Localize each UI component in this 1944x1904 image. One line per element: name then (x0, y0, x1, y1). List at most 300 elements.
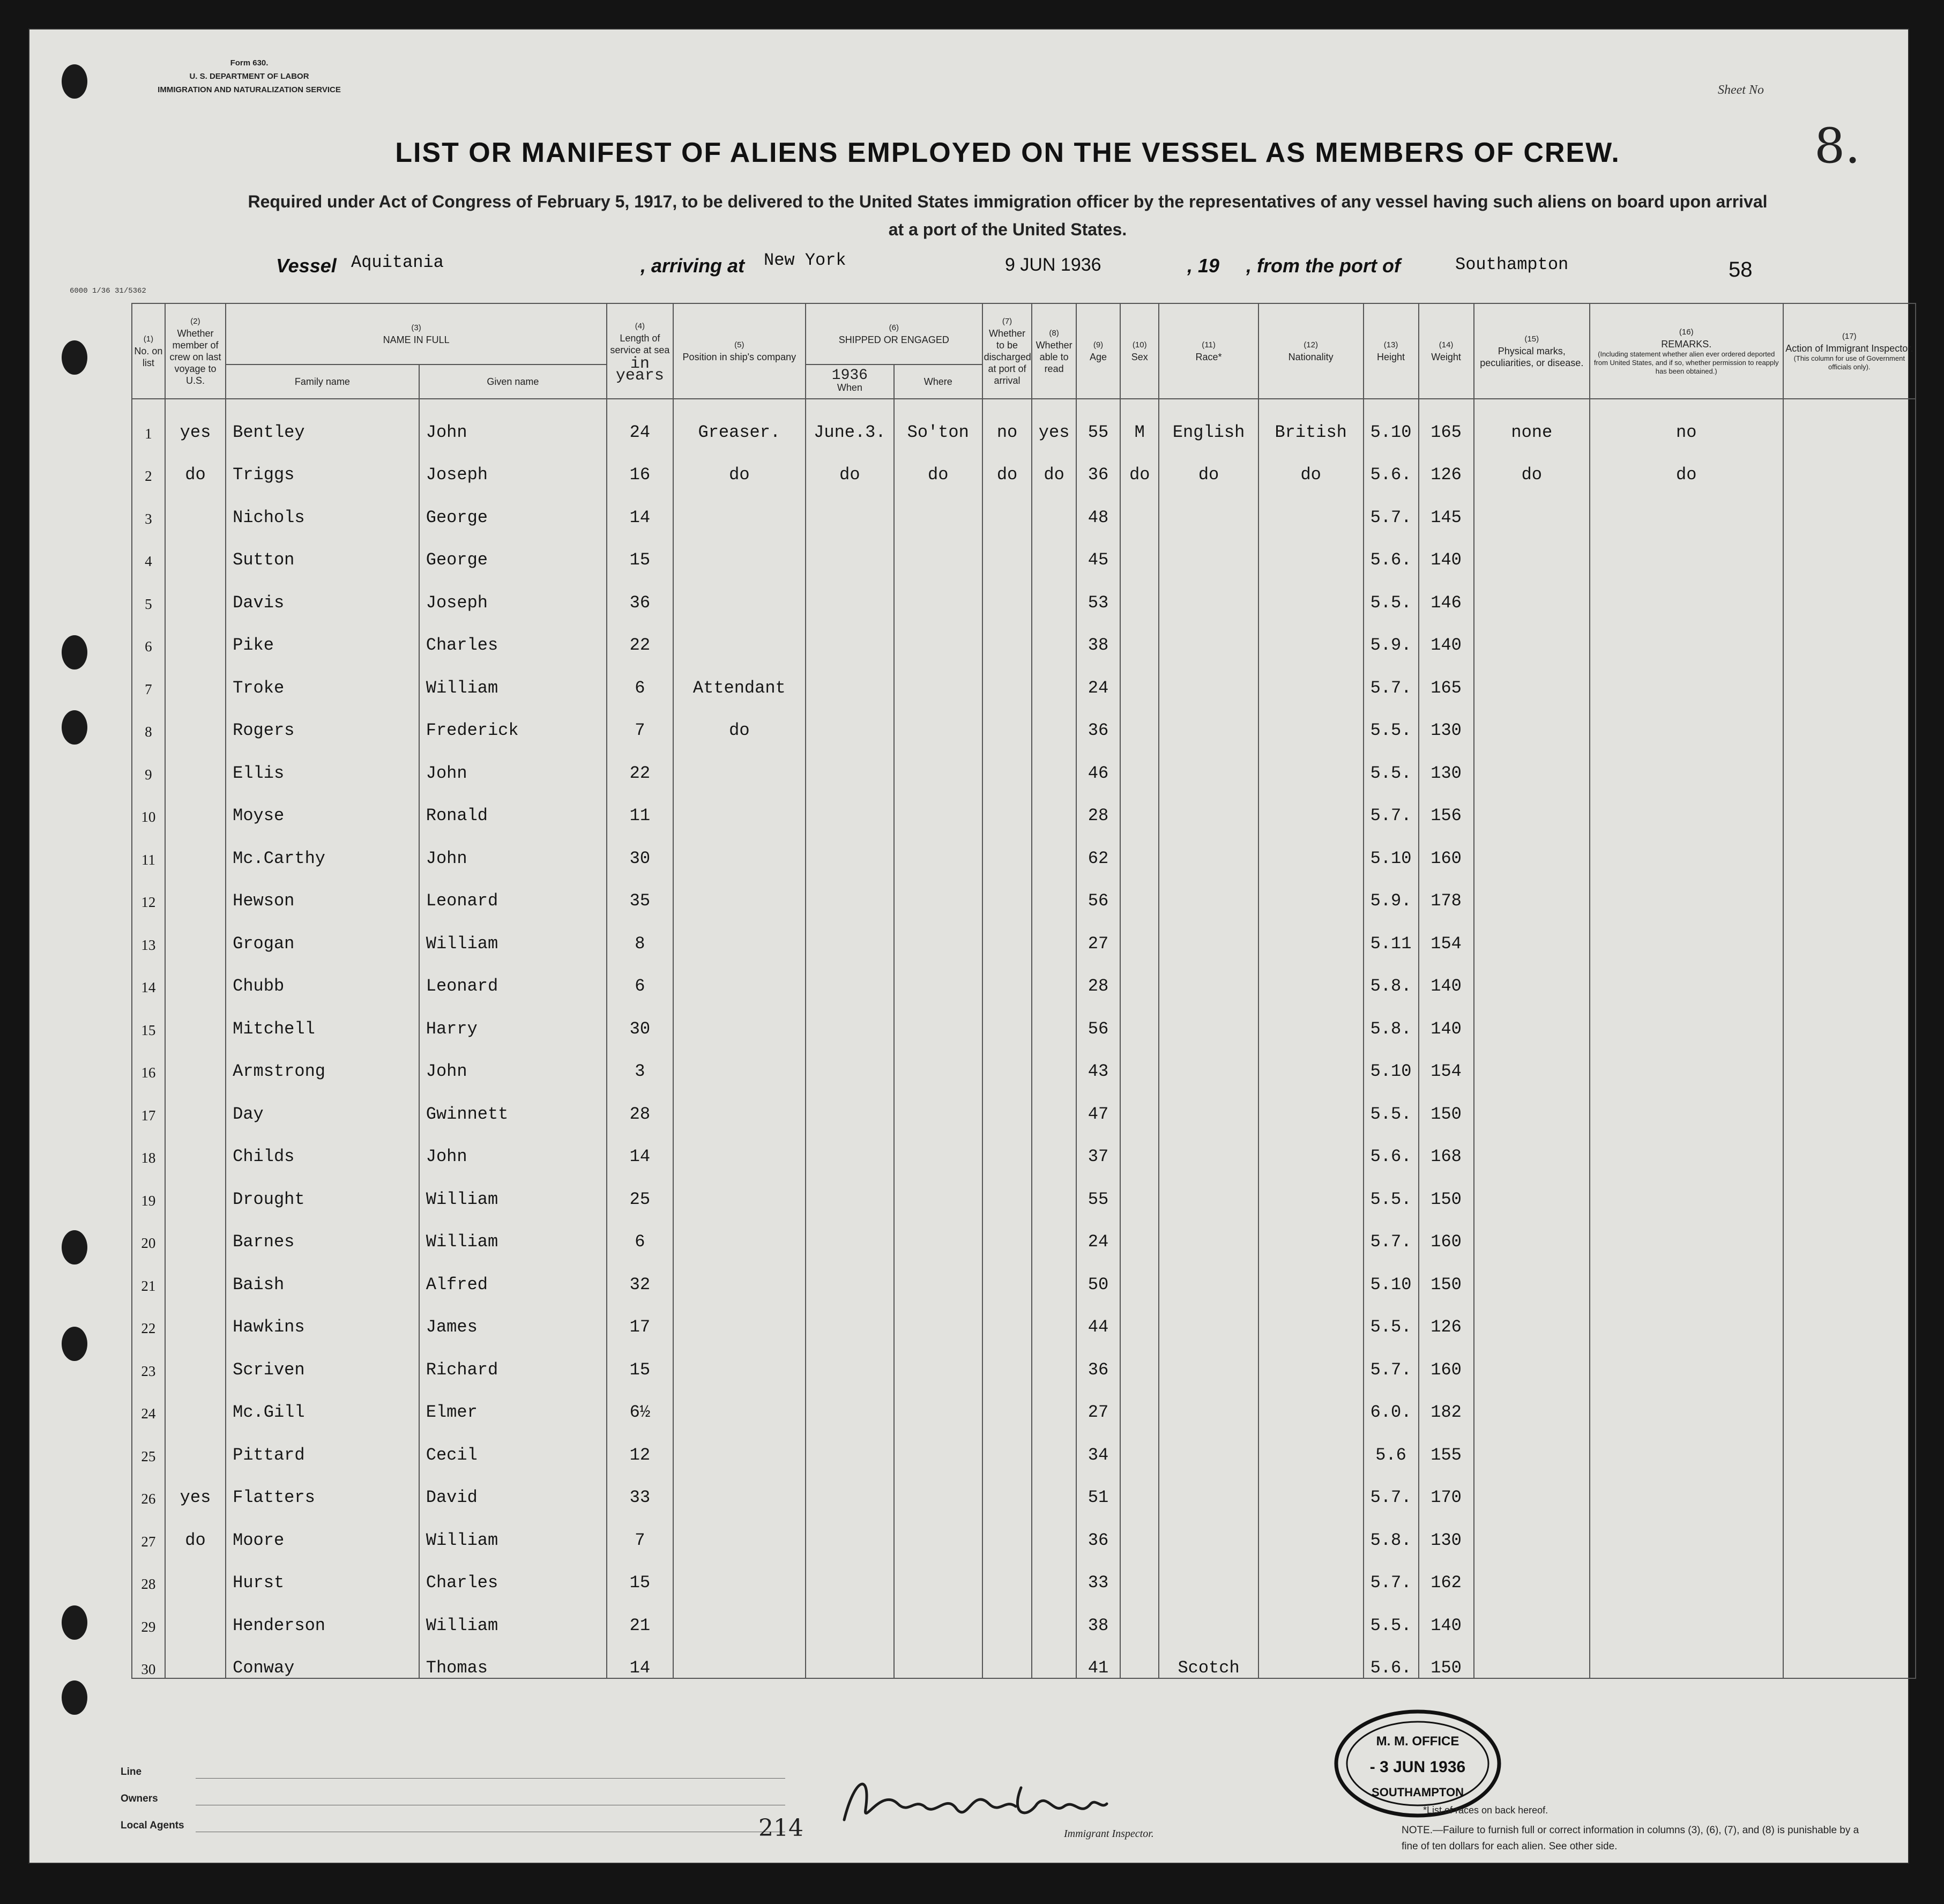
table-row (132, 1337, 1916, 1380)
cell-weight: 126 (1419, 442, 1474, 485)
cell-crew-last-voyage (165, 868, 226, 911)
cell-race (1159, 996, 1258, 1039)
cell-discharged (982, 868, 1032, 911)
cell-service-length: 3 (607, 1039, 673, 1082)
cell-given-name: Thomas (419, 1635, 607, 1679)
cell-weight: 160 (1419, 1209, 1474, 1252)
office-stamp (1332, 1707, 1503, 1820)
cell-age: 34 (1076, 1422, 1120, 1465)
cell-shipped-where (894, 1380, 982, 1423)
cell-inspector-action (1783, 399, 1916, 442)
cell-row-number: 12 (132, 868, 165, 911)
cell-sex (1120, 1465, 1159, 1508)
cell-discharged (982, 1166, 1032, 1209)
cell-position (673, 1209, 806, 1252)
cell-race (1159, 868, 1258, 911)
vessel-name: Aquitania (351, 252, 444, 272)
cell-race (1159, 1295, 1258, 1337)
cell-shipped-where (894, 1507, 982, 1550)
cell-height: 5.7. (1364, 655, 1419, 698)
cell-remarks (1590, 527, 1783, 570)
arriving-label: , arriving at (640, 255, 745, 277)
cell-age: 33 (1076, 1550, 1120, 1593)
cell-age: 48 (1076, 485, 1120, 527)
cell-height: 5.7. (1364, 1465, 1419, 1508)
cell-crew-last-voyage (165, 1593, 226, 1635)
cell-race: do (1159, 442, 1258, 485)
cell-race (1159, 1124, 1258, 1167)
cell-remarks (1590, 570, 1783, 613)
cell-position (673, 570, 806, 613)
cell-shipped-when: June.3. (806, 399, 894, 442)
table-row (132, 485, 1916, 527)
cell-row-number: 17 (132, 1081, 165, 1124)
table-row (132, 1039, 1916, 1082)
cell-sex (1120, 740, 1159, 783)
cell-race (1159, 1252, 1258, 1295)
cell-crew-last-voyage (165, 825, 226, 868)
cell-height: 5.9. (1364, 868, 1419, 911)
cell-inspector-action (1783, 868, 1916, 911)
cell-weight: 146 (1419, 570, 1474, 613)
cell-able-to-read (1032, 570, 1076, 613)
cell-height: 5.5. (1364, 570, 1419, 613)
cell-shipped-where (894, 1081, 982, 1124)
cell-inspector-action (1783, 783, 1916, 826)
cell-remarks (1590, 698, 1783, 741)
table-row (132, 1380, 1916, 1423)
line-label: Line (121, 1766, 142, 1777)
cell-crew-last-voyage (165, 996, 226, 1039)
cell-remarks (1590, 1124, 1783, 1167)
cell-sex (1120, 1422, 1159, 1465)
cell-age: 56 (1076, 996, 1120, 1039)
cell-remarks (1590, 485, 1783, 527)
cell-discharged (982, 996, 1032, 1039)
col-header-when: 1936 When (806, 365, 894, 399)
col-header-race: (11) Race* (1159, 303, 1258, 399)
cell-discharged (982, 698, 1032, 741)
cell-nationality (1258, 1337, 1364, 1380)
table-row (132, 954, 1916, 996)
cell-age: 44 (1076, 1295, 1120, 1337)
cell-service-length: 7 (607, 1507, 673, 1550)
cell-given-name: John (419, 825, 607, 868)
cell-remarks (1590, 1380, 1783, 1423)
cell-physical-marks (1474, 570, 1590, 613)
inspector-signature (833, 1766, 1112, 1836)
binder-hole (62, 1680, 87, 1715)
stamp-date: - 3 JUN 1936 (1369, 1758, 1466, 1776)
from-label: , from the port of (1246, 255, 1401, 277)
cell-physical-marks (1474, 1166, 1590, 1209)
cell-row-number: 8 (132, 698, 165, 741)
cell-position: Attendant (673, 655, 806, 698)
cell-given-name: William (419, 911, 607, 954)
cell-age: 50 (1076, 1252, 1120, 1295)
cell-nationality (1258, 911, 1364, 954)
cell-given-name: James (419, 1295, 607, 1337)
cell-weight: 150 (1419, 1081, 1474, 1124)
table-row (132, 399, 1916, 442)
cell-able-to-read (1032, 527, 1076, 570)
cell-inspector-action (1783, 1507, 1916, 1550)
cell-given-name: Cecil (419, 1422, 607, 1465)
cell-inspector-action (1783, 1039, 1916, 1082)
table-row (132, 825, 1916, 868)
cell-height: 5.7. (1364, 485, 1419, 527)
cell-physical-marks (1474, 1593, 1590, 1635)
cell-service-length: 6 (607, 954, 673, 996)
cell-crew-last-voyage: yes (165, 1465, 226, 1508)
cell-nationality (1258, 1507, 1364, 1550)
cell-race (1159, 1593, 1258, 1635)
cell-crew-last-voyage (165, 1380, 226, 1423)
cell-family-name: Bentley (226, 399, 419, 442)
cell-position (673, 1380, 806, 1423)
cell-shipped-where (894, 1295, 982, 1337)
cell-nationality (1258, 1124, 1364, 1167)
cell-shipped-when (806, 1593, 894, 1635)
cell-weight: 156 (1419, 783, 1474, 826)
cell-inspector-action (1783, 527, 1916, 570)
cell-service-length: 17 (607, 1295, 673, 1337)
cell-remarks (1590, 1209, 1783, 1252)
cell-physical-marks (1474, 1380, 1590, 1423)
cell-weight: 155 (1419, 1422, 1474, 1465)
cell-age: 46 (1076, 740, 1120, 783)
cell-race (1159, 1209, 1258, 1252)
table-row (132, 527, 1916, 570)
cell-discharged (982, 954, 1032, 996)
cell-weight: 140 (1419, 954, 1474, 996)
cell-race (1159, 1465, 1258, 1508)
col-header-age: (9) Age (1076, 303, 1120, 399)
cell-row-number: 7 (132, 655, 165, 698)
cell-weight: 162 (1419, 1550, 1474, 1593)
cell-service-length: 30 (607, 996, 673, 1039)
col-header-able-to-read: (8) Whether able to read (1032, 303, 1076, 399)
cell-crew-last-voyage (165, 783, 226, 826)
cell-shipped-when (806, 1039, 894, 1082)
cell-shipped-when (806, 1550, 894, 1593)
cell-height: 5.10 (1364, 399, 1419, 442)
cell-shipped-where (894, 740, 982, 783)
print-code: 6000 1/36 31/5362 (70, 287, 146, 295)
cell-remarks: no (1590, 399, 1783, 442)
cell-nationality (1258, 1166, 1364, 1209)
cell-weight: 150 (1419, 1252, 1474, 1295)
cell-given-name: John (419, 740, 607, 783)
cell-weight: 130 (1419, 1507, 1474, 1550)
cell-family-name: Day (226, 1081, 419, 1124)
cell-service-length: 8 (607, 911, 673, 954)
cell-race (1159, 485, 1258, 527)
table-row (132, 1252, 1916, 1295)
cell-family-name: Sutton (226, 527, 419, 570)
cell-height: 5.7. (1364, 1337, 1419, 1380)
cell-age: 55 (1076, 1166, 1120, 1209)
cell-shipped-where (894, 1593, 982, 1635)
cell-position (673, 868, 806, 911)
cell-crew-last-voyage: do (165, 1507, 226, 1550)
cell-position (673, 1635, 806, 1679)
cell-remarks (1590, 655, 1783, 698)
table-row (132, 1635, 1916, 1679)
cell-shipped-where (894, 783, 982, 826)
cell-sex (1120, 1635, 1159, 1679)
table-row (132, 1507, 1916, 1550)
cell-shipped-where (894, 1209, 982, 1252)
cell-inspector-action (1783, 1635, 1916, 1679)
cell-family-name: Mitchell (226, 996, 419, 1039)
cell-able-to-read (1032, 740, 1076, 783)
cell-family-name: Mc.Gill (226, 1380, 419, 1423)
cell-shipped-when (806, 485, 894, 527)
year-label: , 19 (1187, 255, 1220, 277)
cell-shipped-where (894, 825, 982, 868)
table-row (132, 1422, 1916, 1465)
cell-position (673, 1465, 806, 1508)
cell-remarks (1590, 1635, 1783, 1679)
cell-sex (1120, 698, 1159, 741)
cell-family-name: Childs (226, 1124, 419, 1167)
cell-able-to-read (1032, 1039, 1076, 1082)
cell-given-name: Alfred (419, 1252, 607, 1295)
cell-nationality (1258, 1422, 1364, 1465)
cell-discharged (982, 1635, 1032, 1679)
cell-race (1159, 954, 1258, 996)
cell-shipped-where (894, 1465, 982, 1508)
cell-position (673, 1039, 806, 1082)
cell-position: do (673, 442, 806, 485)
cell-height: 5.9. (1364, 613, 1419, 656)
cell-physical-marks (1474, 783, 1590, 826)
cell-crew-last-voyage (165, 1039, 226, 1082)
cell-weight: 182 (1419, 1380, 1474, 1423)
cell-shipped-when (806, 825, 894, 868)
cell-sex (1120, 1081, 1159, 1124)
col-header-crew-last-voyage: (2) Whether member of crew on last voyage to U.S. (165, 303, 226, 399)
cell-inspector-action (1783, 911, 1916, 954)
cell-discharged (982, 527, 1032, 570)
cell-nationality (1258, 655, 1364, 698)
cell-shipped-where (894, 485, 982, 527)
cell-height: 6.0. (1364, 1380, 1419, 1423)
cell-height: 5.6. (1364, 1635, 1419, 1679)
cell-sex (1120, 613, 1159, 656)
cell-crew-last-voyage (165, 740, 226, 783)
cell-able-to-read (1032, 868, 1076, 911)
cell-shipped-where (894, 954, 982, 996)
cell-given-name: William (419, 1209, 607, 1252)
cell-given-name: Elmer (419, 1380, 607, 1423)
arrival-date-stamp: 9 JUN 1936 (1005, 255, 1101, 275)
cell-service-length: 14 (607, 1635, 673, 1679)
binder-hole (62, 340, 87, 375)
cell-service-length: 11 (607, 783, 673, 826)
crew-manifest-table (131, 303, 1916, 1679)
table-row (132, 1295, 1916, 1337)
binder-hole (62, 710, 87, 745)
cell-able-to-read (1032, 1380, 1076, 1423)
cell-given-name: William (419, 655, 607, 698)
cell-given-name: Charles (419, 613, 607, 656)
cell-given-name: William (419, 1507, 607, 1550)
arriving-port: New York (764, 250, 846, 270)
cell-remarks (1590, 1465, 1783, 1508)
cell-service-length: 25 (607, 1166, 673, 1209)
cell-weight: 165 (1419, 399, 1474, 442)
cell-race (1159, 1507, 1258, 1550)
cell-given-name: John (419, 1124, 607, 1167)
cell-physical-marks (1474, 1252, 1590, 1295)
cell-given-name: George (419, 485, 607, 527)
table-row (132, 1593, 1916, 1635)
cell-position: do (673, 698, 806, 741)
cell-sex (1120, 1039, 1159, 1082)
cell-height: 5.11 (1364, 911, 1419, 954)
cell-shipped-where (894, 527, 982, 570)
binder-hole (62, 1230, 87, 1265)
cell-race (1159, 613, 1258, 656)
cell-crew-last-voyage (165, 1635, 226, 1679)
cell-family-name: Moyse (226, 783, 419, 826)
cell-crew-last-voyage (165, 911, 226, 954)
cell-remarks (1590, 1337, 1783, 1380)
cell-physical-marks (1474, 485, 1590, 527)
cell-remarks (1590, 911, 1783, 954)
cell-sex: do (1120, 442, 1159, 485)
cell-sex (1120, 1507, 1159, 1550)
cell-inspector-action (1783, 1380, 1916, 1423)
cell-weight: 150 (1419, 1635, 1474, 1679)
cell-position (673, 740, 806, 783)
cell-row-number: 20 (132, 1209, 165, 1252)
cell-weight: 126 (1419, 1295, 1474, 1337)
cell-discharged (982, 783, 1032, 826)
cell-physical-marks (1474, 1550, 1590, 1593)
table-row (132, 1166, 1916, 1209)
cell-physical-marks (1474, 1337, 1590, 1380)
cell-row-number: 6 (132, 613, 165, 656)
cell-nationality (1258, 1465, 1364, 1508)
cell-sex: M (1120, 399, 1159, 442)
cell-sex (1120, 527, 1159, 570)
cell-inspector-action (1783, 1209, 1916, 1252)
cell-weight: 140 (1419, 613, 1474, 656)
cell-discharged (982, 1209, 1032, 1252)
cell-service-length: 15 (607, 1337, 673, 1380)
cell-family-name: Moore (226, 1507, 419, 1550)
cell-shipped-where (894, 1550, 982, 1593)
cell-nationality (1258, 485, 1364, 527)
cell-weight: 160 (1419, 1337, 1474, 1380)
sheet-no-value: 8. (1814, 118, 1860, 174)
cell-discharged (982, 570, 1032, 613)
cell-sex (1120, 1295, 1159, 1337)
cell-shipped-where (894, 868, 982, 911)
stamp-place: SOUTHAMPTON (1372, 1786, 1464, 1799)
cell-able-to-read (1032, 1081, 1076, 1124)
cell-sex (1120, 1593, 1159, 1635)
cell-given-name: Frederick (419, 698, 607, 741)
cell-height: 5.7. (1364, 783, 1419, 826)
cell-crew-last-voyage (165, 1166, 226, 1209)
table-row (132, 1081, 1916, 1124)
cell-physical-marks (1474, 1507, 1590, 1550)
cell-position (673, 783, 806, 826)
cell-shipped-where (894, 911, 982, 954)
cell-race (1159, 1039, 1258, 1082)
cell-height: 5.8. (1364, 1507, 1419, 1550)
cell-shipped-when (806, 570, 894, 613)
local-agents-label: Local Agents (121, 1820, 184, 1831)
cell-height: 5.10 (1364, 825, 1419, 868)
cell-physical-marks (1474, 1081, 1590, 1124)
cell-inspector-action (1783, 1337, 1916, 1380)
cell-service-length: 33 (607, 1465, 673, 1508)
cell-shipped-where (894, 1124, 982, 1167)
cell-age: 36 (1076, 1337, 1120, 1380)
cell-nationality: British (1258, 399, 1364, 442)
cell-inspector-action (1783, 1550, 1916, 1593)
cell-shipped-where (894, 698, 982, 741)
binder-hole (62, 635, 87, 670)
cell-given-name: Joseph (419, 442, 607, 485)
cell-able-to-read (1032, 1635, 1076, 1679)
table-row (132, 655, 1916, 698)
cell-age: 51 (1076, 1465, 1120, 1508)
cell-height: 5.7. (1364, 1209, 1419, 1252)
cell-crew-last-voyage (165, 1550, 226, 1593)
shipped-year: 1936 (831, 367, 868, 384)
cell-shipped-when (806, 1380, 894, 1423)
cell-discharged (982, 613, 1032, 656)
cell-sex (1120, 1252, 1159, 1295)
cell-physical-marks (1474, 1209, 1590, 1252)
cell-age: 27 (1076, 911, 1120, 954)
cell-age: 62 (1076, 825, 1120, 868)
cell-position (673, 1422, 806, 1465)
cell-given-name: John (419, 1039, 607, 1082)
cell-position (673, 911, 806, 954)
col-header-where: Where (894, 365, 982, 399)
cell-row-number: 27 (132, 1507, 165, 1550)
col-header-remarks: (16) REMARKS. (Including statement whether alien ever ordered deported from United States, and if so, whether permission to reapply has been obtained.) (1590, 303, 1783, 399)
cell-race (1159, 1550, 1258, 1593)
cell-given-name: William (419, 1593, 607, 1635)
cell-service-length: 32 (607, 1252, 673, 1295)
cell-discharged (982, 740, 1032, 783)
cell-able-to-read (1032, 1209, 1076, 1252)
cell-physical-marks (1474, 655, 1590, 698)
cell-age: 24 (1076, 1209, 1120, 1252)
cell-remarks (1590, 1252, 1783, 1295)
crew-rows (132, 399, 1916, 1678)
cell-race: English (1159, 399, 1258, 442)
cell-inspector-action (1783, 570, 1916, 613)
cell-row-number: 23 (132, 1337, 165, 1380)
service-unit-note: in years (615, 355, 664, 385)
cell-position (673, 954, 806, 996)
cell-inspector-action (1783, 1593, 1916, 1635)
table-row (132, 1124, 1916, 1167)
cell-crew-last-voyage (165, 1209, 226, 1252)
cell-weight: 130 (1419, 698, 1474, 741)
cell-sex (1120, 954, 1159, 996)
cell-family-name: Hurst (226, 1550, 419, 1593)
